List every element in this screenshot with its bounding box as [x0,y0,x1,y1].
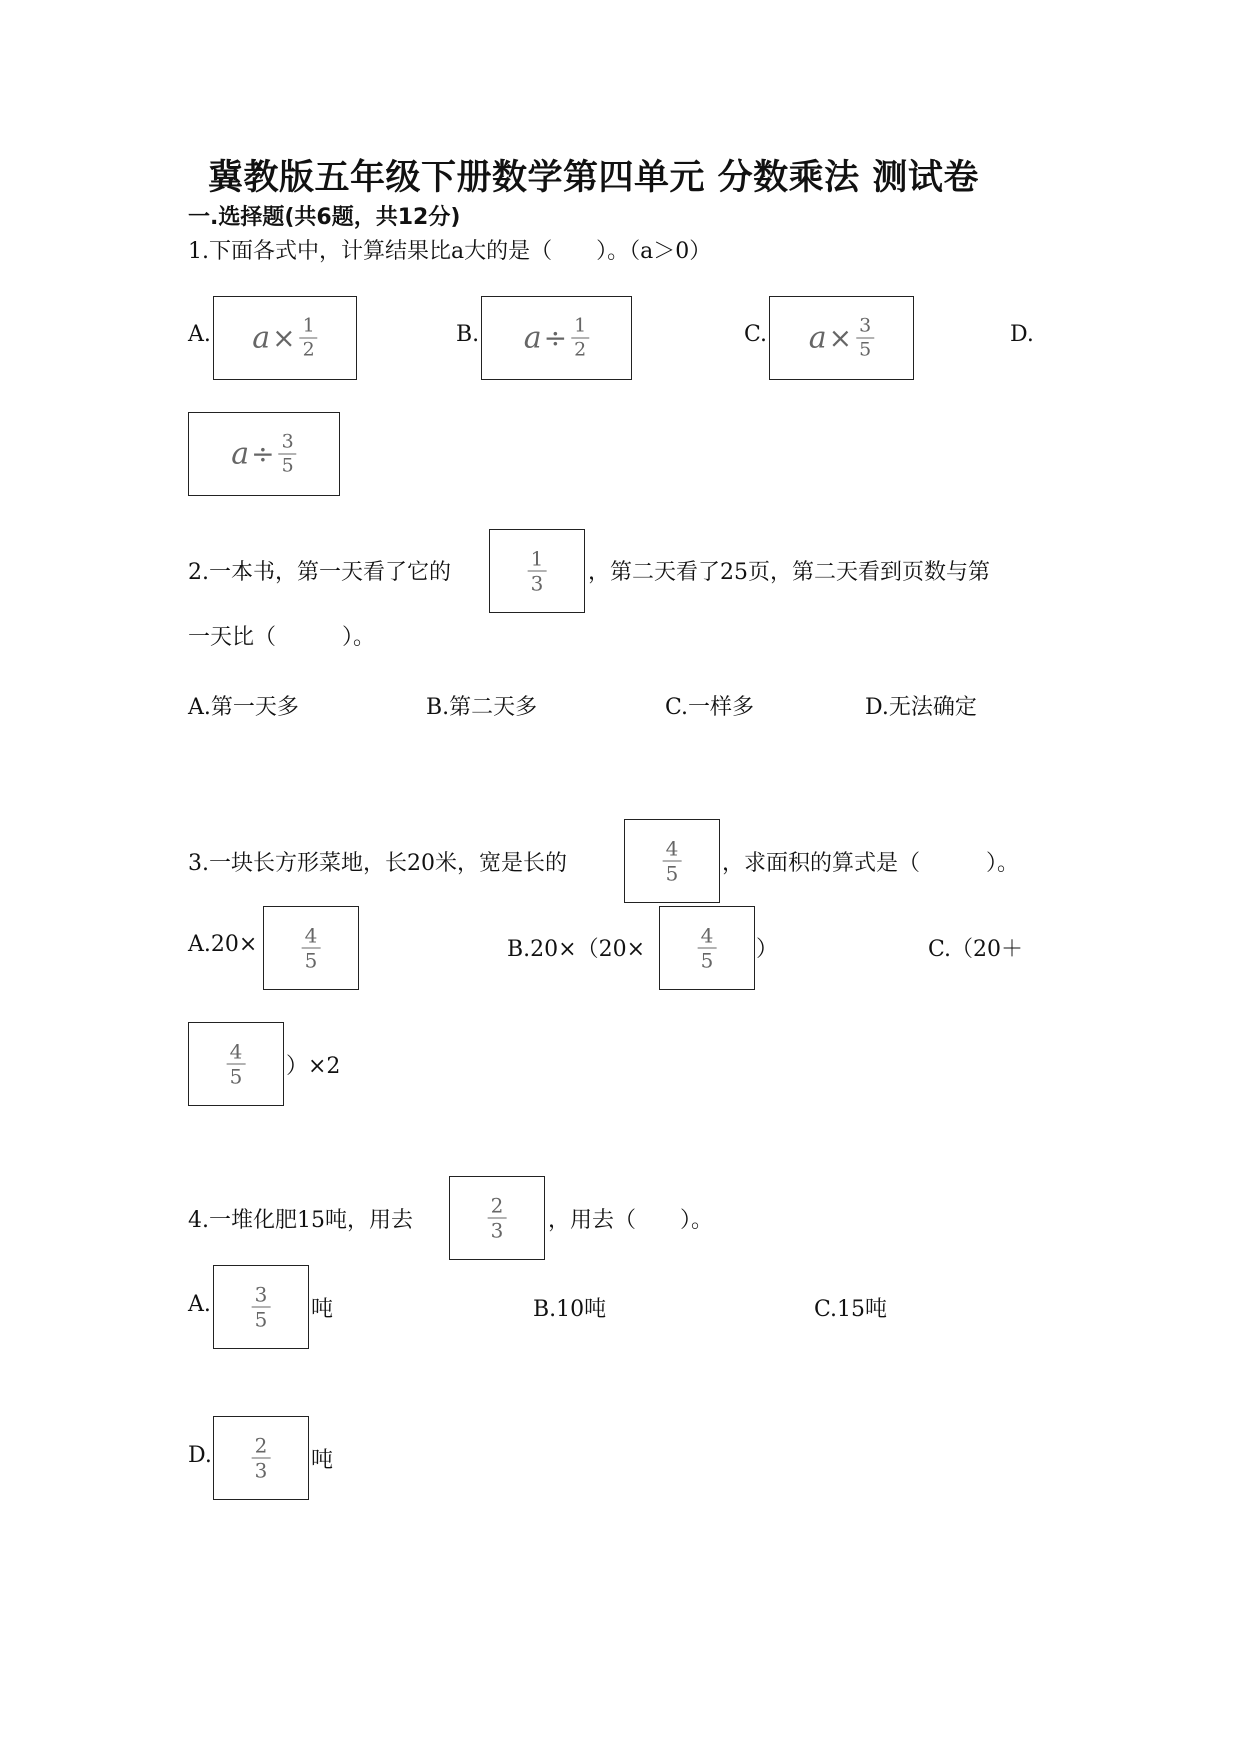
q2-option-d[interactable]: D.无法确定 [865,695,977,720]
q2-stem-part3: 一天比（ ）。 [188,625,376,650]
q4-option-c[interactable]: C.15吨 [814,1297,888,1322]
page-title: 冀教版五年级下册数学第四单元 分数乘法 测试卷 [208,158,979,198]
q4-stem-part1: 4.一堆化肥15吨，用去 [188,1208,413,1233]
q1-option-c-box[interactable] [769,296,914,380]
q4-option-d-fraction-box: 2 3 [213,1416,309,1500]
q3-option-b-fraction-box: 4 5 [659,906,755,990]
q1-option-a-box[interactable] [213,296,357,380]
q3-stem-part1: 3.一块长方形菜地，长20米，宽是长的 [188,851,567,876]
q3-stem-part2: ，求面积的算式是（ ）。 [722,851,1020,876]
q1-option-c-expression: a × $\frac{3}{5}$ [809,317,874,360]
q2-fraction: 1 3 [528,549,547,594]
q3-option-c-text[interactable]: C.（20＋ [928,937,1024,962]
q1-option-a-label: A. [188,322,211,347]
q4-option-a-fraction-box: 3 5 [213,1265,309,1349]
q4-option-d-unit: 吨 [311,1448,334,1473]
q1-option-c-label: C. [744,322,768,347]
q1-option-a-expression: a × $\frac{1}{2}$ [252,317,317,360]
q1-stem: 1.下面各式中，计算结果比a大的是（ ）。（a＞0） [188,239,712,264]
q3-fraction-box [624,819,720,903]
q2-stem-part2: ，第二天看了25页，第二天看到页数与第 [588,560,990,585]
q2-option-a[interactable]: A.第一天多 [188,695,299,720]
q4-option-a-unit: 吨 [311,1297,334,1322]
q2-option-b[interactable]: B.第二天多 [426,695,538,720]
q4-fraction: 2 3 [488,1196,507,1241]
q3-option-c-fraction-box: 4 5 [188,1022,284,1106]
q4-option-b[interactable]: B.10吨 [533,1297,607,1322]
q3-option-b-text[interactable]: B.20×（20× [507,937,646,962]
q1-option-b-box[interactable] [481,296,632,380]
q1-option-d-label: D. [1010,322,1034,347]
q3-option-a-fraction-box: 4 5 [263,906,359,990]
q2-fraction-box [489,529,585,613]
q4-fraction-box [449,1176,545,1260]
q4-option-a-label[interactable]: A. [188,1292,211,1317]
q2-stem-part1: 2.一本书，第一天看了它的 [188,560,451,585]
q4-option-d-label[interactable]: D. [188,1443,212,1468]
q3-fraction: 4 5 [663,839,682,884]
q2-option-c[interactable]: C.一样多 [665,695,755,720]
q1-option-b-label: B. [456,322,480,347]
q1-option-d-box[interactable] [188,412,340,496]
q3-option-c-close: ）×2 [286,1054,341,1079]
q4-stem-part2: ，用去（ ）。 [548,1208,714,1233]
q1-option-d-expression: a ÷ $\frac{3}{5}$ [231,433,296,476]
q3-option-b-close: ） [756,937,779,962]
q1-option-b-expression: a ÷ $\frac{1}{2}$ [524,317,589,360]
section-heading: 一.选择题(共6题，共12分) [188,205,461,230]
q3-option-a-text[interactable]: A.20× [188,932,258,957]
